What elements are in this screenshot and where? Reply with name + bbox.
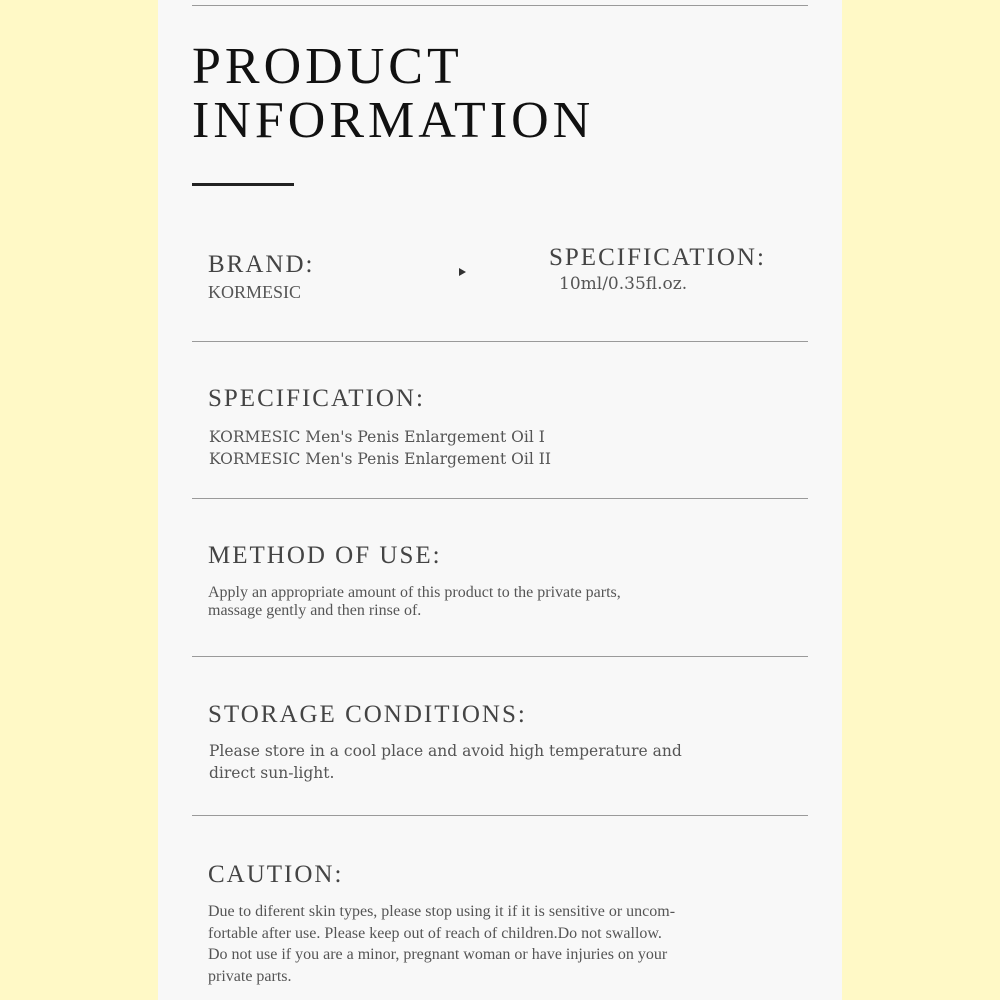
arrow-icon bbox=[459, 268, 466, 276]
divider bbox=[192, 341, 808, 342]
storage-text: Please store in a cool place and avoid high temperature and direct sun-light. bbox=[209, 742, 682, 782]
caution-text: Due to diferent skin types, please stop using it if it is sensitive or uncom- fortable after use. Please keep out of reach of children.Do not swallow. Do not use if you are a minor, pregnant woman or have injuries on your private parts. bbox=[208, 903, 676, 985]
spec-item: KORMESIC Men's Penis Enlargement Oil I bbox=[209, 428, 545, 446]
caution-label: CAUTION: bbox=[208, 861, 344, 888]
divider bbox=[192, 498, 808, 499]
spec-top-value: 10ml/0.35fl.oz. bbox=[559, 274, 688, 294]
divider bbox=[192, 5, 808, 6]
divider bbox=[192, 815, 808, 816]
spec-item: KORMESIC Men's Penis Enlargement Oil II bbox=[209, 450, 551, 468]
brand-logo: KORMESIC bbox=[208, 282, 302, 302]
page-title: PRODUCT INFORMATION bbox=[192, 38, 595, 149]
spec-label: SPECIFICATION: bbox=[208, 385, 425, 412]
brand-label: BRAND: bbox=[208, 251, 315, 278]
content-panel bbox=[158, 0, 842, 1000]
divider bbox=[192, 656, 808, 657]
storage-label: STORAGE CONDITIONS: bbox=[208, 701, 527, 728]
method-text: Apply an appropriate amount of this product to the private parts, massage gently and then rinse of. bbox=[208, 584, 621, 619]
title-underline bbox=[192, 183, 294, 186]
spec-top-label: SPECIFICATION: bbox=[549, 244, 766, 271]
method-label: METHOD OF USE: bbox=[208, 542, 442, 569]
